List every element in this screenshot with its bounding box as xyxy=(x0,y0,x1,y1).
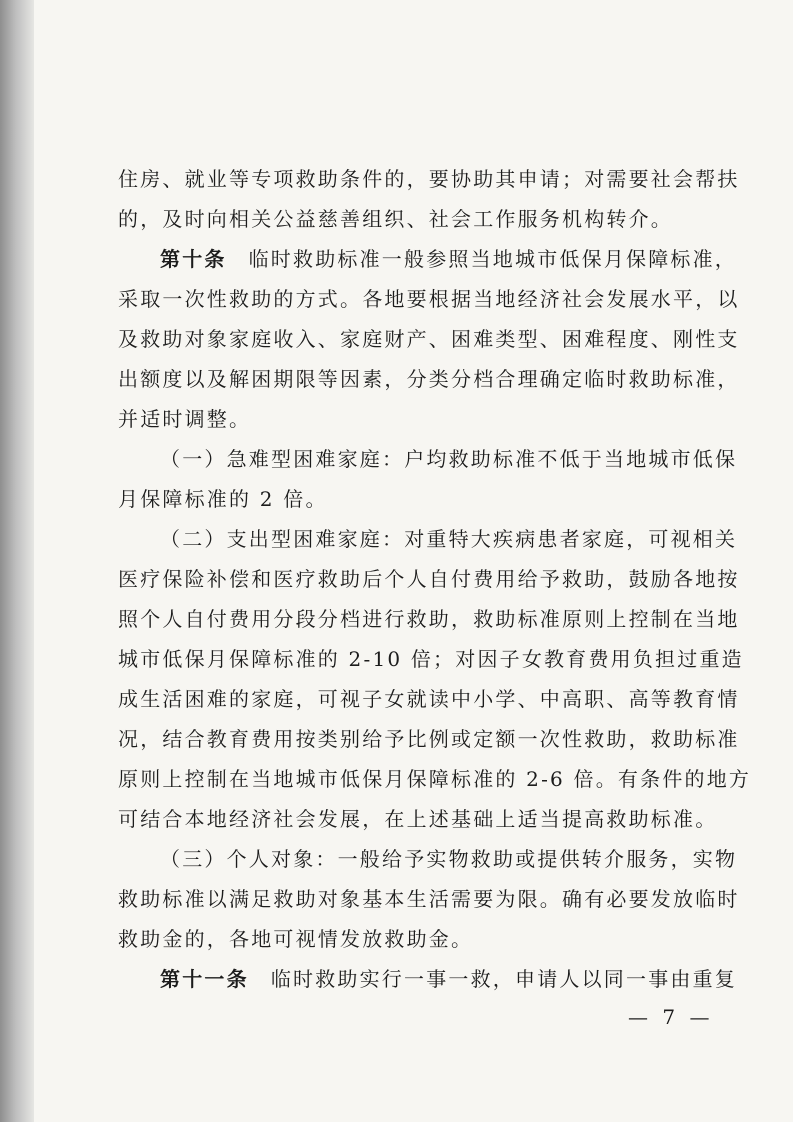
article-11-heading: 第十一条 xyxy=(160,967,249,991)
text-line: 城市低保月保障标准的 2-10 倍；对因子女教育费用负担过重造 xyxy=(118,647,744,671)
page-number: — 7 — xyxy=(628,1005,714,1029)
text-line: 并适时调整。 xyxy=(118,407,252,431)
article-10-heading: 第十条 xyxy=(160,247,227,271)
text-line: 及救助对象家庭收入、家庭财产、困难类型、困难程度、刚性支 xyxy=(118,327,740,351)
text-line: 救助金的，各地可视情发放救助金。 xyxy=(118,927,474,951)
article-10-paragraph xyxy=(160,245,737,273)
text-line: 原则上控制在当地城市低保月保障标准的 2-6 倍。有条件的地方 xyxy=(118,767,752,791)
article-11-text: 临时救助实行一事一救，申请人以同一事由重复 xyxy=(270,967,738,991)
item-2-line: （二）支出型困难家庭：对重特大疾病患者家庭，可视相关 xyxy=(160,527,738,551)
text-line: 采取一次性救助的方式。各地要根据当地经济社会发展水平，以 xyxy=(118,287,740,311)
text-line: 住房、就业等专项救助条件的，要协助其申请；对需要社会帮扶 xyxy=(118,167,740,191)
article-10-text: 临时救助标准一般参照当地城市低保月保障标准， xyxy=(248,247,738,271)
text-line: 照个人自付费用分段分档进行救助，救助标准原则上控制在当地 xyxy=(118,607,740,631)
text-line: 可结合本地经济社会发展，在上述基础上适当提高救助标准。 xyxy=(118,807,718,831)
scan-shadow-edge xyxy=(0,0,34,1122)
text-line: 况，结合教育费用按类别给予比例或定额一次性救助，救助标准 xyxy=(118,727,740,751)
item-1-line: （一）急难型困难家庭：户均救助标准不低于当地城市低保 xyxy=(160,447,738,471)
text-line: 救助标准以满足救助对象基本生活需要为限。确有必要发放临时 xyxy=(118,887,740,911)
text-line: 出额度以及解困期限等因素，分类分档合理确定临时救助标准， xyxy=(118,367,740,391)
item-3-line: （三）个人对象：一般给予实物救助或提供转介服务，实物 xyxy=(160,847,738,871)
article-11-paragraph xyxy=(160,965,737,993)
text-line: 月保障标准的 2 倍。 xyxy=(118,487,328,511)
text-line: 医疗保险补偿和医疗救助后个人自付费用给予救助，鼓励各地按 xyxy=(118,567,740,591)
text-line: 的，及时向相关公益慈善组织、社会工作服务机构转介。 xyxy=(118,207,673,231)
text-line: 成生活困难的家庭，可视子女就读中小学、中高职、高等教育情 xyxy=(118,687,740,711)
